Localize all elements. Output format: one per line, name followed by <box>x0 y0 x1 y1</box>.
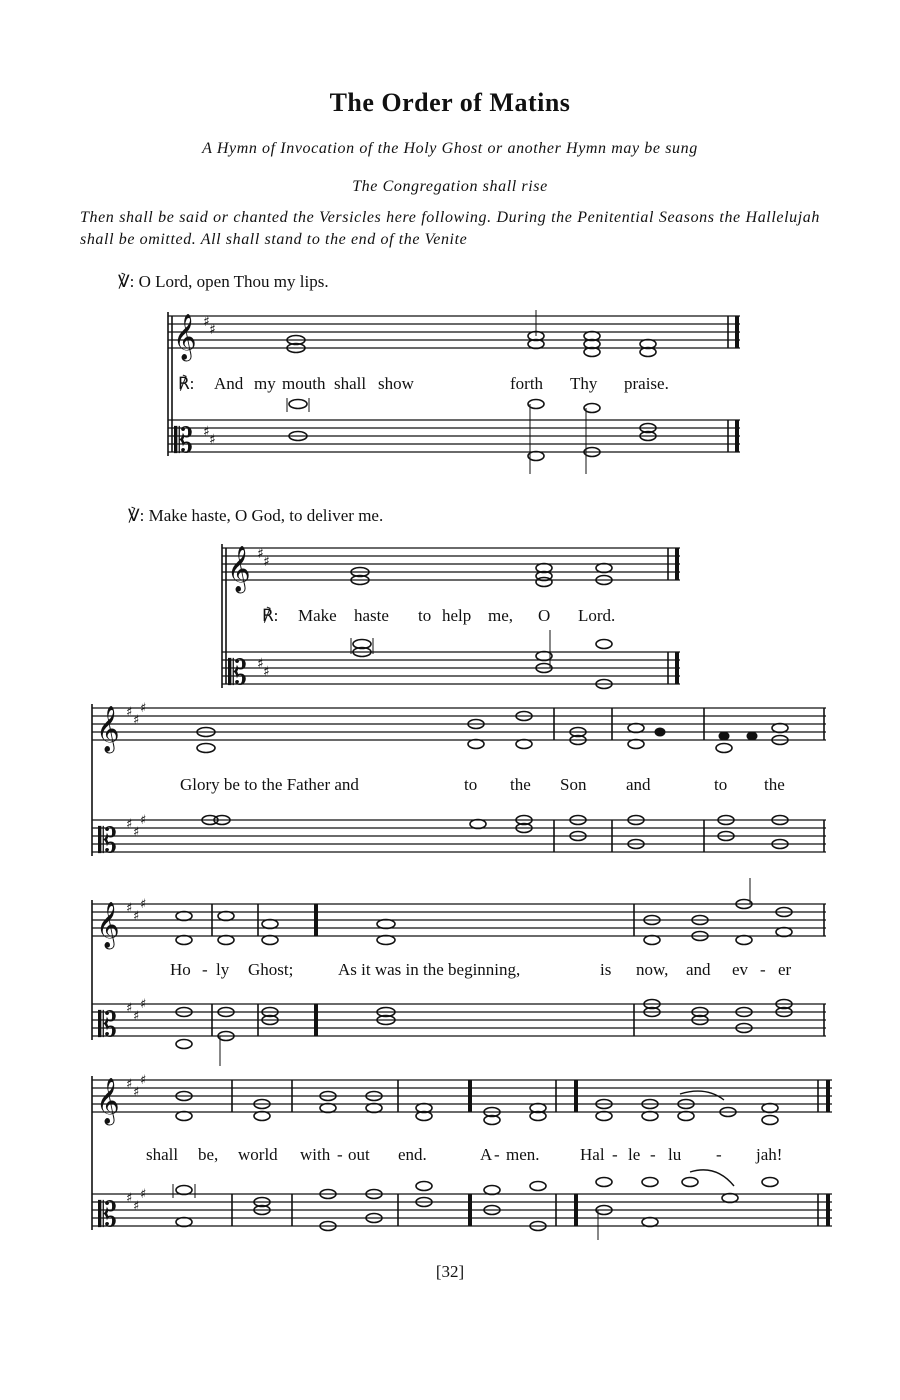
lyric-word: shall <box>146 1145 179 1164</box>
svg-text:♯: ♯ <box>133 909 140 924</box>
lyric-word: As it was in the beginning, <box>338 960 521 979</box>
lyric-word: out <box>348 1145 370 1164</box>
lyric-word: O <box>538 606 551 625</box>
lyric-word: to <box>714 775 728 794</box>
svg-text:♯: ♯ <box>126 1077 133 1092</box>
lyric-word: my <box>254 374 276 393</box>
svg-text:♯: ♯ <box>257 546 264 562</box>
lyric-word: the <box>510 775 531 794</box>
lyric-word: the <box>764 775 785 794</box>
lyric-word: Ho <box>170 960 191 979</box>
lyric-word: world <box>238 1145 278 1164</box>
rubric-versicles: Then shall be said or chanted the Versicles here following. During the Penitential Seasons the Hallelujah shall be omitted. All shall stand to the end of the Venite <box>80 209 820 248</box>
key-signature-icon: ♯ <box>203 314 210 330</box>
lyric-word: now, <box>636 960 669 979</box>
lyric-word: - <box>202 960 208 979</box>
lyric-word: to <box>464 775 478 794</box>
lyric-word: lu <box>668 1145 682 1164</box>
rubric-hymn: A Hymn of Invocation of the Holy Ghost or another Hymn may be sung <box>202 140 698 157</box>
page-title: The Order of Matins <box>329 88 571 117</box>
svg-text:𝄡: 𝄡 <box>98 821 117 861</box>
svg-text:𝄡: 𝄡 <box>228 653 247 693</box>
gloria-3-bass-staff <box>92 1194 832 1226</box>
lyric-word: end. <box>398 1145 427 1164</box>
lyric-word: jah! <box>756 1145 783 1164</box>
lyric-word: men. <box>506 1145 540 1164</box>
lyric-word: - <box>494 1145 500 1164</box>
lyric-word: Glory be to the Father and <box>180 775 359 794</box>
svg-text:♯: ♯ <box>140 1187 147 1202</box>
svg-text:♯: ♯ <box>126 1191 133 1206</box>
response-marker: ℟: <box>262 606 279 625</box>
gloria-2-treble-staff <box>92 904 826 936</box>
page-number: [32] <box>435 1262 465 1281</box>
lyric-word: Son <box>560 775 587 794</box>
lyric-word: to <box>418 606 432 625</box>
lyric-word: Ghost; <box>248 960 294 979</box>
gloria-1-treble-staff <box>92 708 826 740</box>
svg-text:♯: ♯ <box>263 664 270 680</box>
svg-text:♯: ♯ <box>126 901 133 916</box>
svg-text:♯: ♯ <box>133 1199 140 1214</box>
lyric-word: And <box>214 374 244 393</box>
lyric-word: forth <box>510 374 544 393</box>
svg-text:♯: ♯ <box>133 825 140 840</box>
svg-text:♯: ♯ <box>209 322 216 338</box>
svg-text:𝄞: 𝄞 <box>96 1078 120 1124</box>
lyric-word: shall <box>334 374 367 393</box>
svg-text:♯: ♯ <box>126 817 133 832</box>
svg-text:𝄞: 𝄞 <box>96 902 120 948</box>
response-marker: ℟: <box>178 374 195 393</box>
gloria-3-treble-staff <box>92 1080 832 1112</box>
versicle-2-bass-notes <box>351 630 612 689</box>
svg-text:♯: ♯ <box>133 1085 140 1100</box>
svg-text:♯: ♯ <box>257 656 264 672</box>
versicle-1-treble-notes <box>287 310 656 357</box>
lyric-word: - <box>337 1145 343 1164</box>
versicle-2-treble-notes <box>351 564 612 587</box>
svg-text:𝄞: 𝄞 <box>96 706 120 752</box>
lyric-word: ly <box>216 960 230 979</box>
lyric-word: Hal <box>580 1145 605 1164</box>
svg-text:♯: ♯ <box>140 813 147 828</box>
lyric-word: - <box>760 960 766 979</box>
gloria-1-bass-staff <box>92 820 826 852</box>
svg-text:♯: ♯ <box>263 554 270 570</box>
svg-text:♯: ♯ <box>126 705 133 720</box>
svg-text:♯: ♯ <box>140 1073 147 1088</box>
lyric-word: A <box>480 1145 493 1164</box>
rubric-rise: The Congregation shall rise <box>352 178 548 195</box>
lyric-word: and <box>686 960 711 979</box>
lyric-word: le <box>628 1145 641 1164</box>
lyric-word: help <box>442 606 472 625</box>
svg-text:𝄡: 𝄡 <box>98 1195 117 1235</box>
svg-text:♯: ♯ <box>209 432 216 448</box>
svg-text:𝄞: 𝄞 <box>227 546 251 592</box>
versicle-2-bass-staff <box>222 652 680 684</box>
lyric-word: be, <box>198 1145 219 1164</box>
lyric-word: haste <box>354 606 389 625</box>
lyric-word: is <box>600 960 612 979</box>
lyric-word: mouth <box>282 374 326 393</box>
lyric-word: - <box>612 1145 618 1164</box>
gloria-2-bass-notes <box>176 1000 792 1067</box>
svg-text:♯: ♯ <box>140 897 147 912</box>
svg-text:♯: ♯ <box>133 713 140 728</box>
gloria-lyrics-line-1 <box>0 775 900 797</box>
lyric-word: me, <box>488 606 514 625</box>
lyric-word: show <box>378 374 414 393</box>
lyric-word: er <box>778 960 792 979</box>
svg-text:♯: ♯ <box>133 1009 140 1024</box>
lyric-word: - <box>716 1145 722 1164</box>
lyric-word: Make <box>298 606 337 625</box>
svg-text:𝄡: 𝄡 <box>98 1005 117 1045</box>
svg-text:♯: ♯ <box>203 424 210 440</box>
svg-text:♯: ♯ <box>140 997 147 1012</box>
versicle-2-treble-staff <box>222 548 680 580</box>
gloria-lyrics-line-3 <box>0 1145 900 1167</box>
gloria-lyrics-line-2 <box>0 960 900 982</box>
lyric-word: praise. <box>624 374 669 393</box>
gloria-2-bass-staff <box>92 1004 826 1036</box>
treble-clef-icon: 𝄞 <box>173 314 197 360</box>
versicle-2-text: ℣: Make haste, O God, to deliver me. <box>128 506 384 525</box>
gloria-2-treble-notes <box>176 878 792 945</box>
lyric-word: and <box>626 775 651 794</box>
svg-text:♯: ♯ <box>140 701 147 716</box>
svg-text:♯: ♯ <box>126 1001 133 1016</box>
versicle-1-response <box>0 374 900 396</box>
versicle-1-treble-staff <box>168 316 740 348</box>
lyric-word: ev <box>732 960 749 979</box>
gloria-3-bass-notes <box>173 1170 778 1240</box>
lyric-word: - <box>650 1145 656 1164</box>
lyric-word: Lord. <box>578 606 616 625</box>
lyric-word: Thy <box>570 374 598 393</box>
versicle-1-text: ℣: O Lord, open Thou my lips. <box>118 272 329 291</box>
lyric-word: with <box>300 1145 331 1164</box>
versicle-2-response <box>0 606 900 628</box>
alto-clef-icon: 𝄡 <box>174 421 193 461</box>
